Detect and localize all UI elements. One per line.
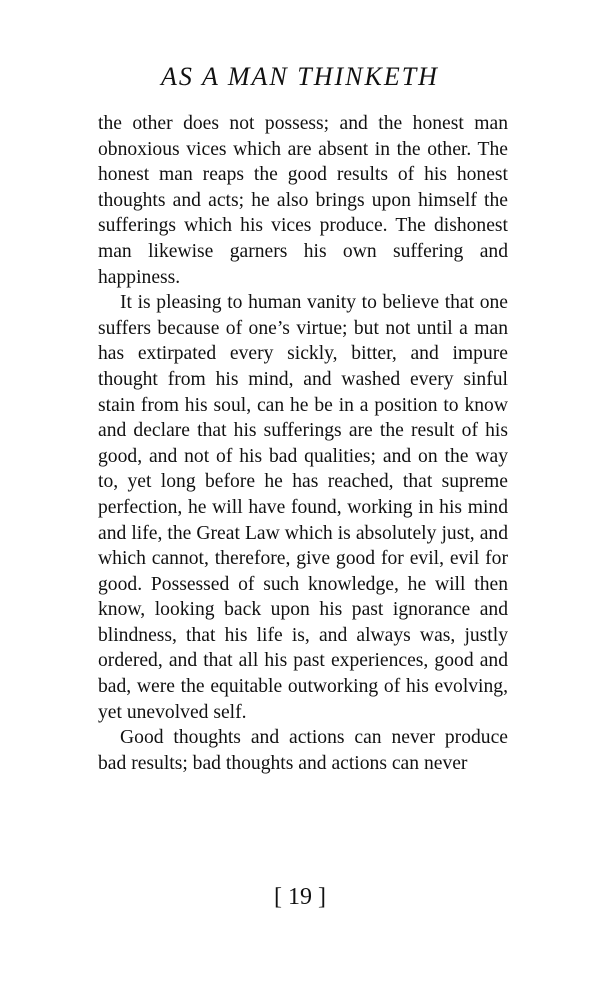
paragraph-vanity: It is pleasing to human vanity to believe that one suffers because of one’s virtue; but not until a man has extirpated every sickly, bitter, and impure thought from his mind, and washed every sinful stain from his soul, can he be in a position to know and declare that his sufferings are the result of his good, and not of his bad qualities; and on the way to, yet long before he has reached, that supreme perfection, he will have found, working in his mind and life, the Great Law which is absolutely just, and which cannot, therefore, give good for evil, evil for good. Possessed of such knowledge, he will then know, looking back upon his past ignorance and blindness, that his life is, and always was, justly ordered, and that all his past experiences, good and bad, were the equitable outworking of his evolving, yet unevolved self. xyxy=(98,292,508,723)
page-number: [ 19 ] xyxy=(274,884,326,910)
paragraph-good-thoughts: Good thoughts and actions can never produce bad results; bad thoughts and actions can never xyxy=(98,727,508,774)
body-text xyxy=(98,111,508,776)
paragraph-continuation: the other does not possess; and the honest man obnoxious vices which are absent in the other. The honest man reaps the good results of his honest thoughts and acts; he also brings upon himself the sufferings which his vices produce. The dishonest man likewise garners his own suffering and happiness. xyxy=(98,113,508,288)
running-head: AS A MAN THINKETH xyxy=(161,62,439,91)
